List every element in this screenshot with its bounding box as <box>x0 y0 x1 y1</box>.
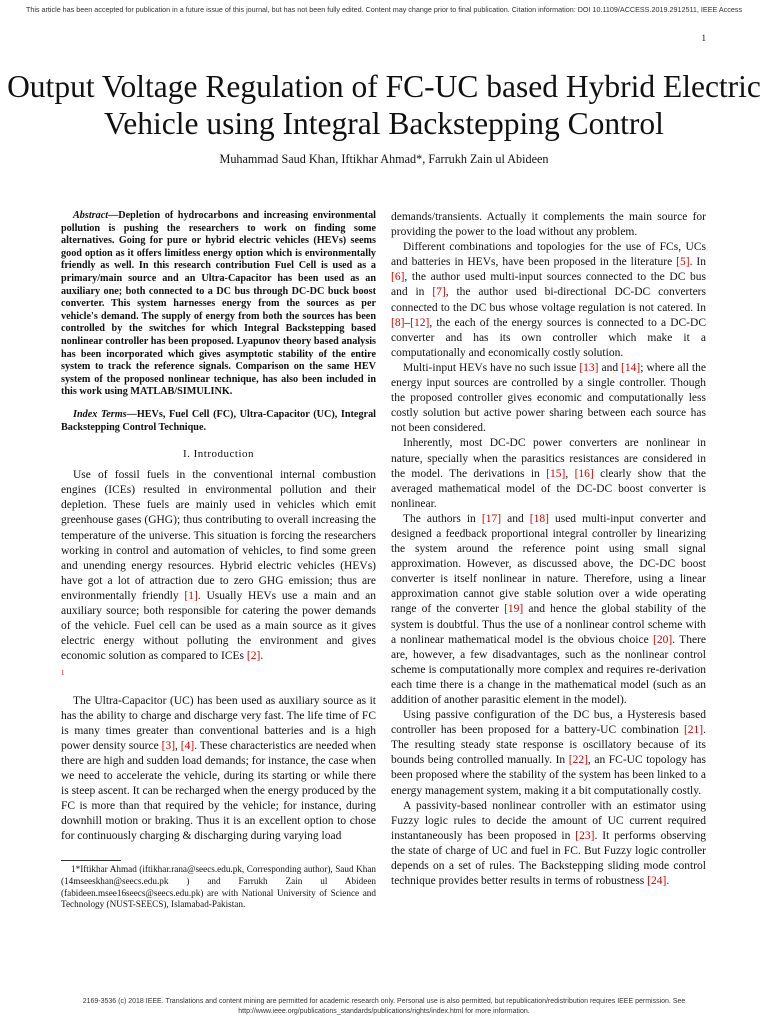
abstract-label: Abstract <box>73 210 109 221</box>
intro-paragraph-1: Use of fossil fuels in the conventional internal combustion engines (ICEs) resulted in environmental pollution and their depletion. These fuels are mainly used in vehicles which emit greenhouse gases (GHG); thus contributing to overall increasing the temperature of the universe. This situation is forcing the researchers working in control and automation of vehicles, to find some green and unending energy resources. Hybrid electric vehicles (HEVs) have got a lot of attraction due to zero GHG emission; thus are environmentally friendly [1]. Usually HEVs use a main and an auxiliary source; both responsible for catering the power demands of the vehicle. Fuel cell can be used as a main source as it gives electric energy without polluting the environment and gives economic solution as compared to ICEs [2]. <box>61 469 376 663</box>
citation-link[interactable]: [24] <box>647 875 667 888</box>
citation-link[interactable]: [15] <box>546 467 566 480</box>
right-column <box>391 210 706 889</box>
section-heading-introduction: I. Introduction <box>182 448 255 461</box>
citation-link[interactable]: [7] <box>432 286 446 299</box>
journal-banner: This article has been accepted for publication in a future issue of this journal, but has not been fully edited. Content may change prior to final publication. Citation information: DOI 10.1109/ACCESS.2019.2912511, IEEE Access <box>25 5 743 14</box>
body-paragraph: Inherently, most DC-DC power converters are nonlinear in nature, specially when the parasitics resistances are considered in the model. The derivations in [15], [16] clearly show that the averaged mathematical model of the DC-DC boost converter is nonlinear. <box>391 437 707 510</box>
citation-link[interactable]: [18] <box>529 512 549 525</box>
citation-link[interactable]: [16] <box>574 467 594 480</box>
citation-link[interactable]: [19] <box>504 603 524 616</box>
citation-link[interactable]: [21] <box>683 724 704 737</box>
body-paragraph: The authors in [17] and [18] used multi-input converter and designed a feedback proportional integral controller by linearizing the system around the reference point using small signal approximation. However, as discussed above, the DC-DC boost converter is itself nonlinear in nature. Therefore, using a linear approximation cannot give stable solution over a wide operating range of the converter [19] and hence the global stability of the system is doubtful. Thus the use of a nonlinear control scheme with a nonlinear mathematical model is the obvious choice [20]. There are, however, a few disadvantages, such as the nonlinear control scheme is computationally more complex and requires re-derivation each time there is a change in the mathematical model (such as an addition of another parasitic element in the model). <box>391 512 706 706</box>
intro-paragraph-2: The Ultra-Capacitor (UC) has been used as auxiliary source as it has the ability to charge and discharge very fast. The life time of FC is many times greater than conventional batteries and is a high power density source [3], [4]. These characteristics are needed when there are high and sudden load demands; for instance, the case when we need to accelerate the vehicle, during its starting or while there is steep ascent. It can be recharged when the energy produced by the FC is more than that required by the vehicle; for instance, during downhill motion or braking. Thus it is an excellent option to chose for continuously charging & discharging during varying load <box>61 694 377 843</box>
citation-link[interactable]: [12] <box>410 316 430 329</box>
footnote-divider <box>61 860 121 861</box>
citation-link[interactable]: [8] <box>391 316 405 329</box>
body-paragraph: A passivity-based nonlinear controller with an estimator using Fuzzy logic rules to decide the amount of UC current required instantaneously has been proposed in [23]. It performs observing the state of charge of UC and fuel in FC. But Fuzzy logic controller depends on a set of rules. The Backstepping sliding mode control technique provides better results in terms of robustness [24]. <box>391 799 706 888</box>
index-terms <box>61 409 376 434</box>
abstract-text: —Depletion of hydrocarbons and increasing environmental pollution is pushing the researchers to work on finding some alternatives. Going for pure or hybrid electric vehicles (HEVs) seems good option as it offers limitless energy option which is environmentally friendly as well. In this research contribution Fuel Cell is used as a primary/main source and an Ultra-Capacitor has been used as an auxiliary one; both connected to a DC bus through DC-DC buck boost converter. This system harnesses energy from the sources as per vehicle's demand. The supply of energy from both the sources has been controlled by the switches for which Integral Backstepping based nonlinear controller has been proposed. Lyapunov theory based analysis has been incorporated which gives asymptotic stability of the entire system to track the reference signals. Comparison on the same HEV system of the proposed nonlinear technique, has also been included in this work using MATLAB/SIMULINK. <box>61 210 376 398</box>
citation-link[interactable]: [4] <box>180 739 195 752</box>
footer-line-2[interactable]: http://www.ieee.org/publications_standards/publications/rights/index.html for more information. <box>238 1008 530 1015</box>
footnote-marker[interactable]: 1 <box>61 669 65 678</box>
body-paragraph: demands/transients. Actually it complements the main source for providing the power to the load without any problem. <box>391 211 706 239</box>
left-column <box>61 210 376 911</box>
citation-link[interactable]: [14] <box>621 361 641 374</box>
citation-link[interactable]: [17] <box>481 512 502 525</box>
citation-link[interactable]: [2] <box>246 650 261 663</box>
page-number: 1 <box>701 33 706 43</box>
paper-title: Output Voltage Regulation of FC-UC based Hybrid Electric Vehicle using Integral Backstepping Control <box>7 69 761 141</box>
citation-link[interactable]: [5] <box>676 256 690 269</box>
citation-link[interactable]: [1] <box>184 589 198 602</box>
citation-link[interactable]: [23] <box>575 829 595 842</box>
author-footnote: 1*Iftikhar Ahmad (iftikhar.rana@seecs.edu.pk, Corresponding author), Saud Khan (14mseeskhan@seecs.edu.pk ) and Farrukh Zain ul Abideen (fabideen.msee16seecs@seecs.edu.pk) are with National University of Science and Technology (NUST-SEECS), Islamabad-Pakistan. <box>61 864 376 910</box>
footer-line-1: 2169-3536 (c) 2018 IEEE. Translations and content mining are permitted for academic research only. Personal use is also permitted, but republication/redistribution requires IEEE permission. See <box>82 998 686 1005</box>
author-list: Muhammad Saud Khan, Iftikhar Ahmad*, Farrukh Zain ul Abideen <box>219 152 549 166</box>
body-paragraph: Multi-input HEVs have no such issue [13] and [14]; where all the energy input sources are controlled by a single controller. Though the proposed controller gives economic and computationally less costly solution but active power sharing between each source has not been considered. <box>391 361 706 435</box>
index-terms-label: Index Terms <box>73 408 127 420</box>
copyright-footer <box>0 997 768 1017</box>
body-paragraph: Using passive configuration of the DC bus, a Hysteresis based controller has been proposed for a battery-UC combination [21]. The resulting steady state response is oscillatory because of its bounds being controlled manually. In [22], an FC-UC topology has been proposed where the stability of the system has been linked to a energy management system, making it a bit computationally costly. <box>391 709 706 797</box>
citation-link[interactable]: [6] <box>391 271 405 284</box>
citation-link[interactable]: [22] <box>568 754 588 767</box>
abstract <box>61 210 376 399</box>
index-terms-text: —HEVs, Fuel Cell (FC), Ultra-Capacitor (UC), Integral Backstepping Control Technique. <box>61 408 376 433</box>
citation-link[interactable]: [3] <box>161 739 176 752</box>
citation-link[interactable]: [20] <box>653 633 673 646</box>
citation-link[interactable]: [13] <box>579 361 599 374</box>
body-paragraph: Different combinations and topologies for the use of FCs, UCs and batteries in HEVs, have been proposed in the literature [5]. In [6], the author used multi-input sources connected to the DC bus and in [7], the author used bi-directional DC-DC converters connected to the DC bus whose voltage regulation is not catered. In [8]–[12], the each of the energy sources is connected to a DC-DC converter and has its own controller which make it a computationally and economically costly solution. <box>391 241 706 359</box>
